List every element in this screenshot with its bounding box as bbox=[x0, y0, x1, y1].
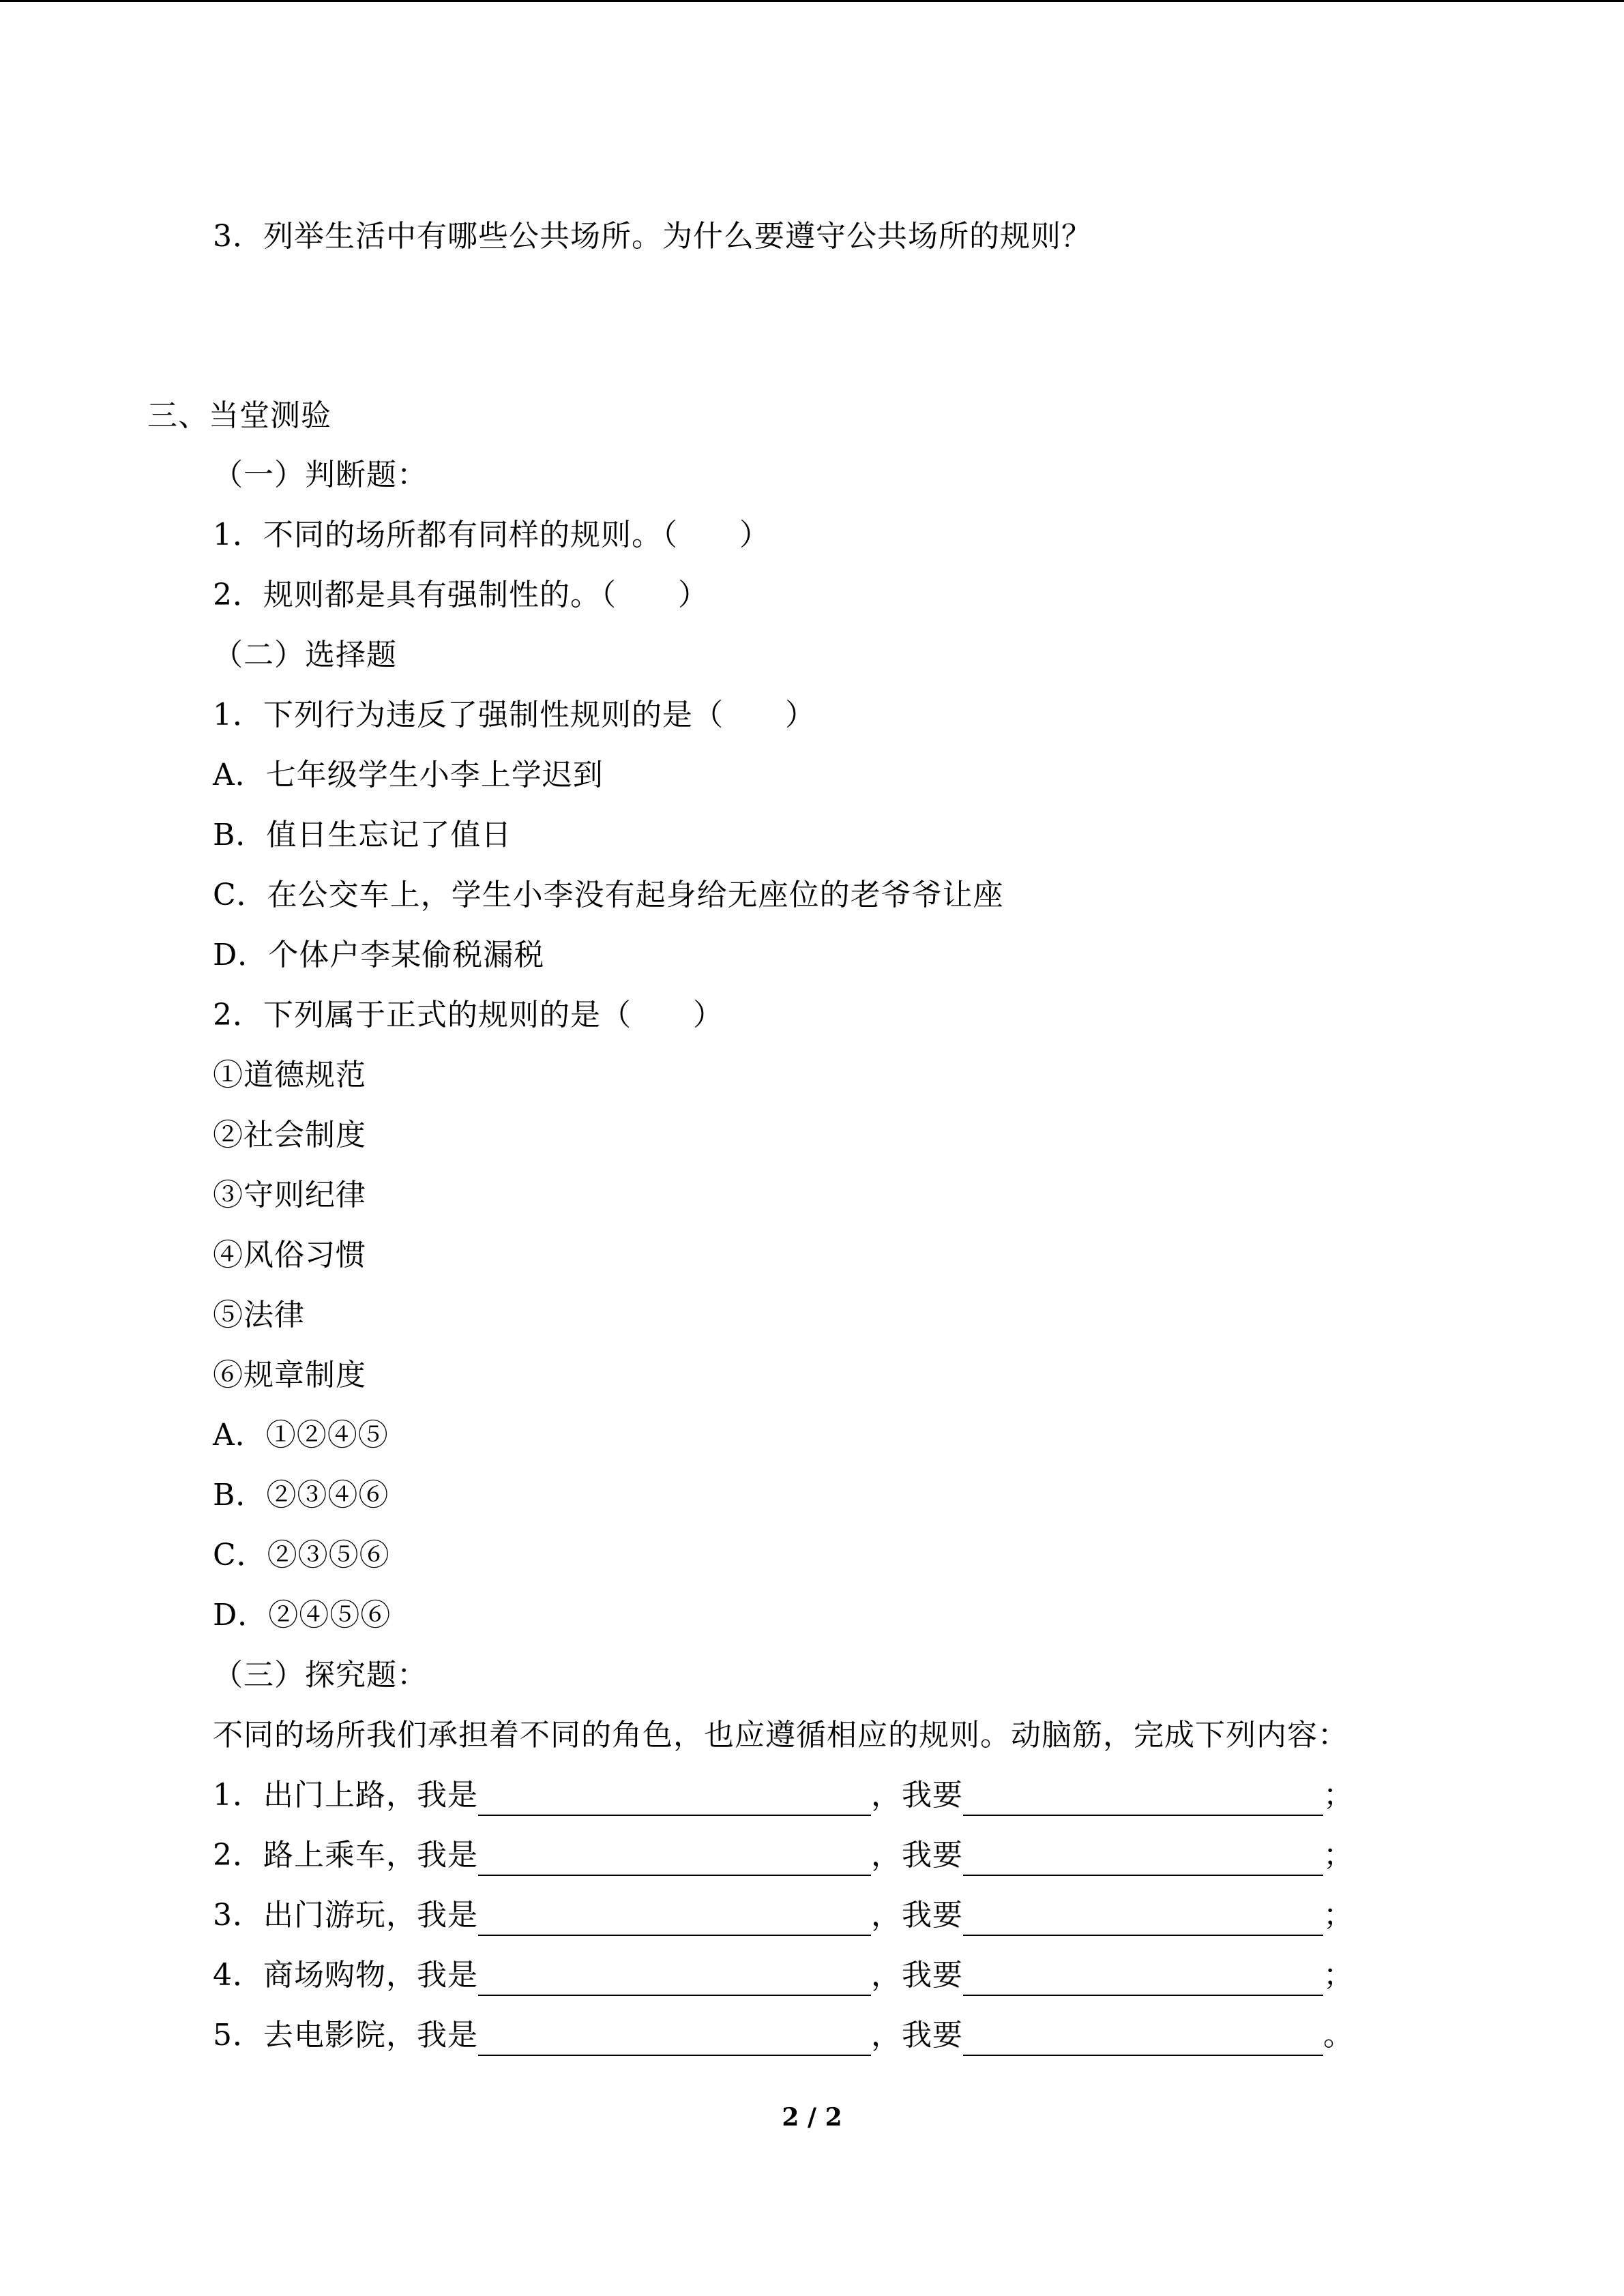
page-number: 2 / 2 bbox=[782, 2103, 842, 2132]
answer-blank-role[interactable] bbox=[478, 1960, 871, 1996]
explore-row-middle: ，我要 bbox=[871, 1778, 963, 1813]
answer-blank-role[interactable] bbox=[478, 1840, 871, 1876]
choice-q2-item-6: ⑥规章制度 bbox=[213, 1358, 366, 1392]
choice-q1-option-b: B．值日生忘记了值日 bbox=[213, 818, 512, 852]
explore-row-1 bbox=[213, 1775, 1354, 1816]
explore-row-3 bbox=[213, 1895, 1354, 1936]
judge-item-1: 1．不同的场所都有同样的规则。（ ） bbox=[213, 518, 770, 552]
choice-q2-item-5: ⑤法律 bbox=[213, 1298, 305, 1332]
explore-row-prefix: 5．去电影院，我是 bbox=[213, 2018, 478, 2053]
explore-row-end: ； bbox=[1323, 1958, 1354, 1993]
choice-q2-option-d: D．②④⑤⑥ bbox=[213, 1598, 392, 1632]
judge-item-2: 2．规则都是具有强制性的。（ ） bbox=[213, 578, 709, 612]
choice-q2-option-b: B．②③④⑥ bbox=[213, 1478, 389, 1512]
explore-heading: （三）探究题： bbox=[213, 1658, 428, 1693]
explore-row-middle: ，我要 bbox=[871, 2018, 963, 2053]
answer-blank-action[interactable] bbox=[963, 2021, 1323, 2056]
explore-row-end: ； bbox=[1323, 1898, 1354, 1933]
choice-q2-item-2: ②社会制度 bbox=[213, 1118, 366, 1152]
explore-row-prefix: 3．出门游玩，我是 bbox=[213, 1898, 478, 1933]
choice-heading: （二）选择题 bbox=[213, 638, 397, 672]
question-3: 3．列举生活中有哪些公共场所。为什么要遵守公共场所的规则？ bbox=[213, 219, 1092, 254]
choice-q2-stem: 2．下列属于正式的规则的是（ ） bbox=[213, 998, 724, 1032]
choice-q2-option-a: A．①②④⑤ bbox=[213, 1418, 389, 1452]
choice-q2-item-4: ④风俗习惯 bbox=[213, 1238, 366, 1272]
explore-row-middle: ，我要 bbox=[871, 1898, 963, 1933]
explore-row-4 bbox=[213, 1955, 1354, 1996]
explore-intro: 不同的场所我们承担着不同的角色，也应遵循相应的规则。动脑筋，完成下列内容： bbox=[213, 1718, 1348, 1753]
choice-q2-item-3: ③守则纪律 bbox=[213, 1178, 366, 1212]
answer-blank-action[interactable] bbox=[963, 1780, 1323, 1816]
choice-q1-stem: 1．下列行为违反了强制性规则的是（ ） bbox=[213, 698, 816, 732]
explore-row-end: ； bbox=[1323, 1838, 1354, 1873]
section-title: 三、当堂测验 bbox=[147, 398, 331, 433]
choice-q1-option-a: A．七年级学生小李上学迟到 bbox=[213, 758, 604, 792]
explore-row-end: 。 bbox=[1323, 2018, 1354, 2053]
answer-blank-action[interactable] bbox=[963, 1960, 1323, 1996]
answer-blank-role[interactable] bbox=[478, 1780, 871, 1816]
explore-row-prefix: 4．商场购物，我是 bbox=[213, 1958, 478, 1993]
explore-row-end: ； bbox=[1323, 1778, 1354, 1813]
judge-heading: （一）判断题： bbox=[213, 458, 428, 492]
choice-q2-item-1: ①道德规范 bbox=[213, 1058, 366, 1092]
answer-blank-role[interactable] bbox=[478, 2021, 871, 2056]
explore-row-2 bbox=[213, 1835, 1354, 1876]
answer-blank-action[interactable] bbox=[963, 1900, 1323, 1936]
explore-row-middle: ，我要 bbox=[871, 1958, 963, 1993]
choice-q1-option-c: C．在公交车上，学生小李没有起身给无座位的老爷爷让座 bbox=[213, 878, 1004, 912]
explore-row-prefix: 1．出门上路，我是 bbox=[213, 1778, 478, 1813]
page-top-border bbox=[0, 0, 1624, 2]
answer-blank-role[interactable] bbox=[478, 1900, 871, 1936]
explore-row-prefix: 2．路上乘车，我是 bbox=[213, 1838, 478, 1873]
explore-row-middle: ，我要 bbox=[871, 1838, 963, 1873]
choice-q2-option-c: C．②③⑤⑥ bbox=[213, 1538, 390, 1572]
answer-blank-action[interactable] bbox=[963, 1840, 1323, 1876]
explore-row-5 bbox=[213, 2015, 1354, 2056]
choice-q1-option-d: D．个体户李某偷税漏税 bbox=[213, 938, 545, 972]
